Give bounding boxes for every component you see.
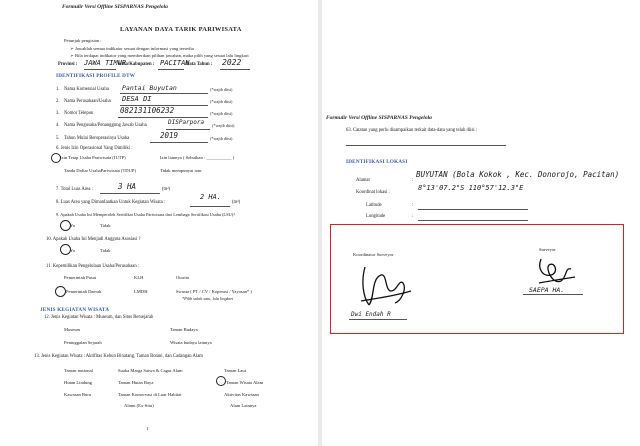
selected-circle-mark xyxy=(216,376,226,386)
option-hutan-lindung: Hutan Lindung xyxy=(64,380,92,385)
choose-one-note: *Pilih salah satu, lalu lingkari xyxy=(182,296,234,301)
field-number: 1. xyxy=(56,87,60,92)
section-jenis-title: JENIS KEGIATAN WISATA xyxy=(40,307,110,313)
option-taman-nasional: Taman nasional xyxy=(64,368,93,373)
section-profile-title: IDENTIFIKASI PROFILE DTW xyxy=(56,73,136,79)
form-page-2: Formulir Versi Offline SISPARNAS Pengelola 63. Catatan yang perlu disampaikan terkait data-data yang telah diisi : IDENTIFIKASI LOKASI Alamat : BUYUTAN (Bola Kokok , Kec. Donorojo, Pacitan) Koordinat lokasi : 8°13'07.2"S 110°57'12.3"E Latitude : Longitude : xyxy=(322,0,640,446)
alamat-label: Alamat xyxy=(356,178,370,183)
signature-box xyxy=(330,224,624,334)
tahun-label: Data Tahun : xyxy=(186,62,213,67)
field-number: 4. xyxy=(56,123,60,128)
instruction-line: ➢ Bila terdapat indikator yang memberikan pilihan jawaban, maka pilih yang sesuai lalu lingkari xyxy=(70,53,249,58)
question-8-label: 8. Luas Area yang Dimanfaatkan Untuk Kegiatan Wisata : xyxy=(56,200,166,205)
surveyor-label: Surveyor xyxy=(539,247,556,252)
option-pemerintah-pusat: Pemerintah Pusat xyxy=(64,275,97,280)
option-tidak: Tidak xyxy=(100,248,111,253)
field-number: 2. xyxy=(56,99,60,104)
total-area-value: 3 HA xyxy=(118,182,137,191)
option-ya: Ya xyxy=(70,248,75,253)
required-note: (*wajib diisi) xyxy=(210,87,233,92)
option-alam-lainnya: Alam Lainnya xyxy=(230,403,257,408)
option-tdup: Tanda Daftar UsahaPariwisata (TDUP) xyxy=(64,168,137,173)
option-iutp: Izin Tetap Usaha Pariwisata (IUTP) xyxy=(60,155,126,160)
form-header: Formulir Versi Offline SISPARNAS Pengelola xyxy=(62,4,168,10)
option-klh: KLH xyxy=(134,275,144,280)
form-title: LAYANAN DAYA TARIK PARIWISATA xyxy=(120,26,242,33)
option-suaka-marga-satwa: Suaka Marga Satwa & Cagar Alam xyxy=(118,368,183,373)
field-number: 5. xyxy=(56,136,60,141)
selected-circle-mark xyxy=(55,286,66,297)
field-label: Nama Pengusaha/Penanggung Jawab Usaha xyxy=(64,123,147,128)
option-tidak-izin: Tidak mempunyai izin xyxy=(160,168,202,173)
field-value-owner: DISParpora xyxy=(168,119,205,126)
option-tidak: Tidak xyxy=(100,223,111,228)
field-label: Nama Perusahaan/Usaha xyxy=(64,99,111,104)
option-taman-wisata-alam: Taman Wisata Alam xyxy=(226,380,264,385)
unit-label: (m²) xyxy=(162,187,171,192)
field-value-year: 2019 xyxy=(160,131,179,140)
required-note: (*wajib diisi) xyxy=(212,123,235,128)
surveyor-name: SAEPA HA. xyxy=(529,286,565,294)
field-value-commercial-name: Pantai Buyutan xyxy=(122,84,177,92)
used-area-value: 2 HA. xyxy=(200,193,222,201)
option-otorita: Otorita xyxy=(176,275,190,280)
field-number: 3. xyxy=(56,111,60,116)
latitude-label: Latitude xyxy=(366,203,382,208)
question-6-label: 6. Jenis Izin Operasional Yang Dimiliki : xyxy=(56,146,133,151)
field-label: Nomor Telepon xyxy=(64,111,94,116)
option-taman-budaya: Taman Budaya xyxy=(170,327,198,332)
koordinat-value: 8°13'07.2"S 110°57'12.3"E xyxy=(418,184,524,192)
form-header: Formulir Versi Offline SISPARNAS Pengelola xyxy=(326,115,432,121)
required-note: (*wajib diisi) xyxy=(210,136,233,141)
page-number: 1 xyxy=(146,426,149,431)
section-lokasi-title: IDENTIFIKASI LOKASI xyxy=(346,159,408,165)
koordinator-signature-icon xyxy=(351,261,421,313)
form-page-1 xyxy=(0,0,318,446)
option-taman-laut: Taman Laut xyxy=(224,368,246,373)
unit-label: (m²) xyxy=(232,200,241,205)
question-12-label: 12. Jenis Kegiatan Wisata : Museum, dan Situs Bersejarah xyxy=(44,315,154,320)
question-13-label: 13. Jenis Kegiatan Wisata : Aktifitas Kebun Binatang, Taman Botani, dan Cadangan Alam xyxy=(34,354,203,359)
option-kawasan-buru: Kawasan Buru xyxy=(64,392,92,397)
option-taman-konservasi: Taman Konservasi di Luar Habitat xyxy=(118,392,182,397)
koordinator-surveyor-label: Koordinator Surveyor xyxy=(353,252,394,257)
instructions-label: Petunjuk pengisian : xyxy=(64,38,102,43)
question-10-label: 10. Apakah Usaha Ini Menjadi Anggota Asosiasi ? xyxy=(46,237,141,242)
kota-label: Kota/Kabupaten : xyxy=(118,62,155,67)
question-9-label: 9. Apakah Usaha Ini Memperoleh Sertifikat Usaha Pariwisata dari Lembaga Sertifikasi Usaha (LSU)? xyxy=(56,212,236,217)
longitude-label: Longitude xyxy=(366,214,386,219)
option-taman-hutan-raya: Taman Hutan Raya xyxy=(118,380,154,385)
option-lmdh: LMDH xyxy=(134,289,148,294)
tahun-value: 2022 xyxy=(222,58,242,67)
option-pemerintah-daerah: Pemerintah Daerah xyxy=(66,289,102,294)
option-peninggalan-sejarah: Peninggalan Sejarah xyxy=(64,340,102,345)
kota-value: PACITAN xyxy=(160,59,190,67)
koordinator-name: Dwi Endah R xyxy=(351,311,391,318)
option-swasta: Swasta ( PT / CV / Koperasi / Yayasan* ) xyxy=(176,289,252,294)
field-label: Nama Komersial Usaha xyxy=(64,87,109,92)
option-museum: Museum xyxy=(64,327,81,332)
option-alami-ex-situ: Alami (Ex-Situ) xyxy=(124,403,154,408)
field-label: Tahun Mulai Beroperasinya Usaha xyxy=(64,136,130,141)
provinsi-value: JAWA TIMUR xyxy=(84,59,127,67)
option-aktivitas-kawasan: Aktivitas Kawasan xyxy=(224,392,259,397)
option-ya: Ya xyxy=(70,223,75,228)
required-note: (*wajib diisi) xyxy=(210,99,233,104)
alamat-value: BUYUTAN (Bola Kokok , Kec. Donorojo, Pacitan) xyxy=(416,170,620,179)
question-11-label: 11. Kepemilikan Pengelolaan Usaha/Perusahaan : xyxy=(46,264,140,269)
option-wisata-budaya: Wisata budaya lainnya xyxy=(170,340,212,345)
instruction-line: ➢ Jawablah semua indikator sesuai dengan informasi yang tersedia xyxy=(70,46,194,51)
koordinat-label: Koordinat lokasi : xyxy=(356,190,390,195)
field-value-phone: 082131106232 xyxy=(120,106,175,115)
required-note: (*wajib diisi) xyxy=(210,111,233,116)
provinsi-label: Provinsi : xyxy=(58,62,78,67)
option-izin-lainnya: Izin lainnya ( Sebutkan : ___________ ) xyxy=(160,155,235,160)
field-value-company-name: DESA DI xyxy=(122,95,152,103)
question-7-label: 7. Total Luas Area : xyxy=(56,187,93,192)
question-63-label: 63. Catatan yang perlu disampaikan terkait data-data yang telah diisi : xyxy=(346,128,478,133)
